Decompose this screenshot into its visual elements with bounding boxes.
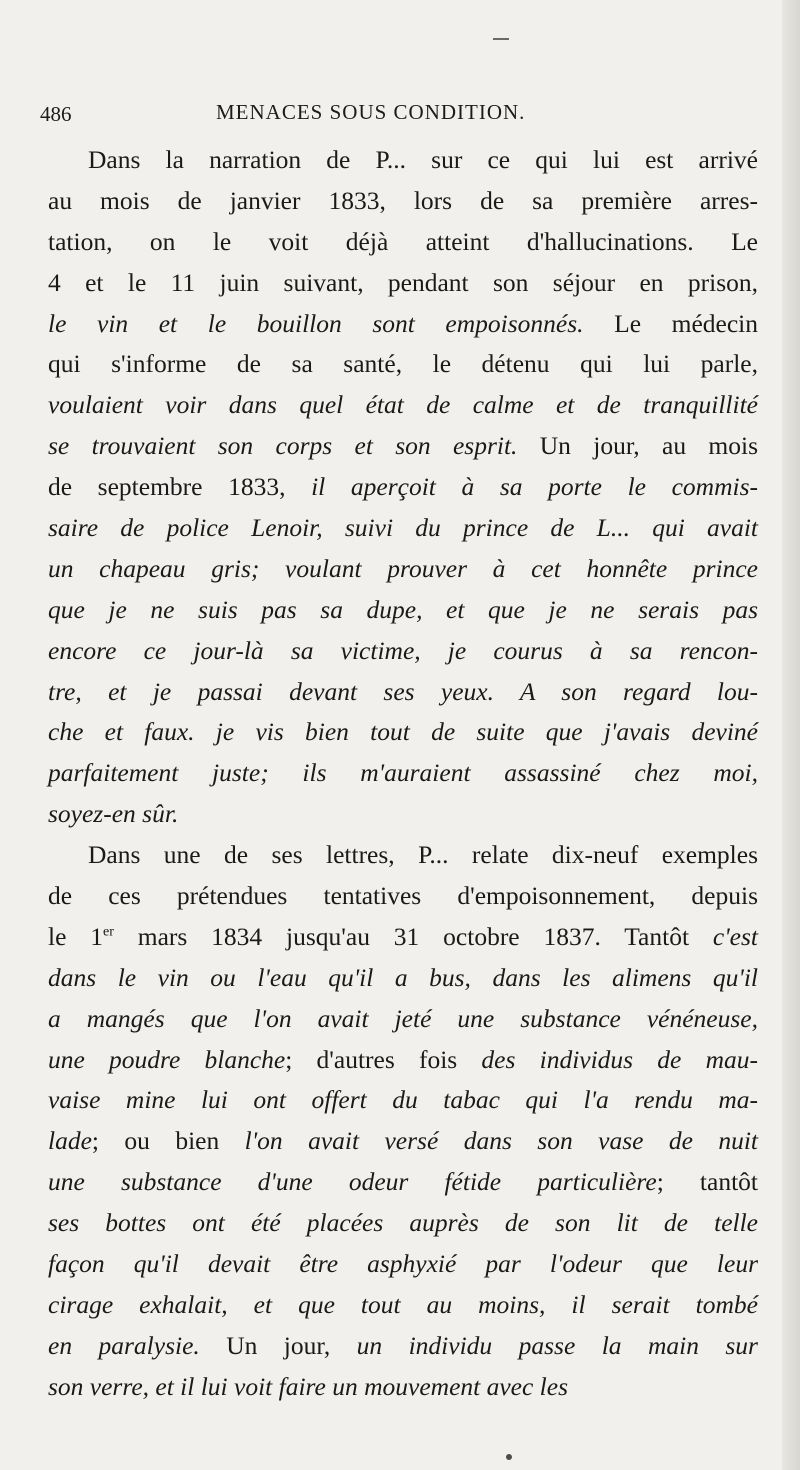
text-line (48, 181, 758, 222)
text-segment: Dans une de ses lettres, P... relate dix-neuf exemples (88, 840, 758, 870)
italic-text: parfaitement juste; ils m'auraient assassiné chez moi, (48, 758, 758, 788)
text-line (48, 263, 758, 304)
text-line (48, 753, 758, 794)
text-line (48, 590, 758, 631)
page-header (40, 100, 760, 130)
text-line (48, 1121, 758, 1162)
text-segment: de ces prétendues tentatives d'empoisonnement, depuis (48, 881, 758, 911)
print-mark (493, 38, 509, 40)
text-line (48, 1040, 758, 1081)
italic-text: l'on avait versé dans son vase de nuit (244, 1126, 758, 1156)
italic-text: a mangés que l'on avait jeté une substance vénéneuse, (48, 1003, 758, 1033)
italic-text: en paralysie. (48, 1330, 200, 1360)
text-segment: le 1 (48, 921, 104, 951)
text-line (48, 222, 758, 263)
text-segment: Le médecin (583, 308, 758, 338)
text-segment: ; d'autres fois (285, 1044, 482, 1074)
text-line (48, 876, 758, 917)
text-line (48, 999, 758, 1040)
text-line (48, 1162, 758, 1203)
text-segment: qui s'informe de sa santé, le détenu qui lui parle, (48, 349, 758, 379)
text-segment: au mois de janvier 1833, lors de sa première arres- (48, 185, 758, 215)
text-line (48, 304, 758, 345)
text-line (48, 672, 758, 713)
text-line (48, 794, 758, 835)
text-segment: Un jour, (199, 1330, 357, 1360)
text-line (48, 712, 758, 753)
italic-text: dans le vin ou l'eau qu'il a bus, dans les alimens qu'il (48, 962, 758, 992)
text-segment: tation, on le voit déjà atteint d'hallucinations. Le (48, 226, 758, 256)
italic-text: que je ne suis pas sa dupe, et que je ne serais pas (48, 594, 758, 624)
text-segment: Un jour, au mois (517, 431, 758, 461)
text-segment: ; tantôt (656, 1167, 758, 1197)
text-segment: ; ou bien (91, 1126, 245, 1156)
text-line (48, 1326, 758, 1367)
text-line (48, 917, 758, 958)
text-line (48, 140, 758, 181)
italic-text: saire de police Lenoir, suivi du prince de L... qui avait (48, 513, 758, 543)
italic-text: c'est (712, 921, 758, 951)
italic-text: une substance d'une odeur fétide particulière (48, 1167, 657, 1197)
text-line (48, 1203, 758, 1244)
text-line (48, 549, 758, 590)
text-line (48, 1244, 758, 1285)
running-title: MENACES SOUS CONDITION. (216, 100, 526, 124)
italic-text: ses bottes ont été placées auprès de son lit de telle (48, 1208, 758, 1238)
italic-text: encore ce jour-là sa victime, je courus à sa rencon- (48, 635, 758, 665)
italic-text: tre, et je passai devant ses yeux. A son regard lou- (48, 676, 758, 706)
text-line (48, 631, 758, 672)
text-segment: de septembre 1833, (48, 472, 312, 502)
text-line (48, 385, 758, 426)
text-line (48, 426, 758, 467)
text-line (48, 1367, 758, 1408)
italic-text: façon qu'il devait être asphyxié par l'odeur que leur (48, 1249, 758, 1279)
text-line (48, 1080, 758, 1121)
text-segment: Dans la narration de P... sur ce qui lui est arrivé (88, 145, 758, 174)
italic-text: vaise mine lui ont offert du tabac qui l'a rendu ma- (48, 1085, 758, 1115)
page-edge-shadow (782, 0, 800, 1470)
text-line (48, 835, 758, 876)
italic-text: che et faux. je vis bien tout de suite que j'avais deviné (48, 717, 758, 747)
italic-text: voulaient voir dans quel état de calme et de tranquillité (48, 390, 758, 420)
italic-text: cirage exhalait, et que tout au moins, il serait tombé (48, 1289, 758, 1319)
italic-text: une poudre blanche (48, 1044, 286, 1074)
italic-text: des individus de mau- (481, 1044, 758, 1074)
text-line (48, 467, 758, 508)
text-line (48, 344, 758, 385)
page-number: 486 (40, 102, 72, 126)
italic-text: lade (48, 1126, 92, 1156)
print-dot (506, 1454, 512, 1460)
body-text (48, 140, 758, 1408)
italic-text: le vin et le bouillon sont empoisonnés. (48, 308, 584, 338)
text-segment: 4 et le 11 juin suivant, pendant son séjour en prison, (48, 267, 758, 297)
italic-text: un chapeau gris; voulant prouver à cet honnête prince (48, 553, 758, 583)
text-line (48, 1285, 758, 1326)
italic-text: il aperçoit à sa porte le commis- (311, 472, 759, 502)
text-line (48, 508, 758, 549)
text-line (48, 958, 758, 999)
text-segment: mars 1834 jusqu'au 31 octobre 1837. Tantôt (113, 921, 713, 951)
italic-text: se trouvaient son corps et son esprit. (48, 431, 518, 461)
italic-text: son verre, et il lui voit faire un mouvement avec les (48, 1371, 568, 1401)
superscript: er (103, 924, 114, 940)
italic-text: un individu passe la main sur (356, 1330, 758, 1360)
italic-text: soyez-en sûr. (48, 799, 179, 829)
